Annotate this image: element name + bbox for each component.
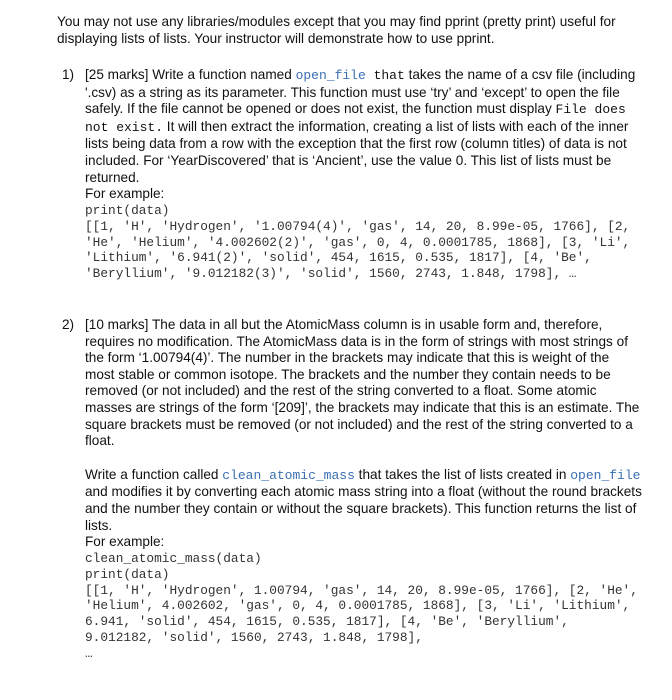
function-reference: open_file bbox=[570, 467, 641, 483]
code-call: clean_atomic_mass(data) bbox=[85, 550, 262, 566]
error-message: File does not exist. bbox=[85, 102, 626, 135]
example-label: For example: bbox=[85, 534, 165, 550]
code-call: print(data) bbox=[85, 202, 170, 218]
function-name: clean_atomic_mass bbox=[222, 467, 355, 483]
example-label: For example: bbox=[85, 186, 165, 202]
marks-label: [10 marks] bbox=[85, 317, 149, 332]
code-call: print(data) bbox=[85, 566, 170, 582]
question-number: 2) bbox=[62, 317, 75, 332]
marks-label: [25 marks] bbox=[85, 67, 149, 82]
code-output: [[1, 'H', 'Hydrogen', '1.00794(4)', 'gas', 14, 20, 8.99e-05, 1766], [2, 'He', 'Helium', '4.002602(2)', 'gas', 0, 4, 0.0001785, 1868], [3, 'Li', 'Lithium', '6.941(2)', 'solid', 454, 1615, 0.535, 1817], [4, 'Be', 'Beryllium', '9.012182(3)', 'solid', 1560, 2743, 1.848, 1798], … bbox=[85, 218, 631, 282]
function-name: open_file bbox=[295, 68, 366, 83]
question-2 bbox=[62, 317, 642, 662]
code-output: [[1, 'H', 'Hydrogen', 1.00794, 'gas', 14, 20, 8.99e-05, 1766], [2, 'He', 'Helium', 4.002602, 'gas', 0, 4, 0.0001785, 1868], [3, 'Li', 'Lithium', 6.941, 'solid', 454, 1615, 0.535, 1817], [4, 'Be', 'Beryllium', 9.012182, 'solid', 1560, 2743, 1.848, 1798], bbox=[85, 582, 638, 646]
question-text: [25 marks] Write a function named open_file that takes the name of a csv file (including '.csv) as a string as its parameter. This function must use ‘try’ and ‘except’ to open the file safely. If the file cannot be opened or does not exist, the function must display File does not exist. It will then extract the information, creating a list of lists with each of the inner lists being data from a row with the exception that the first row (column titles) of data is not included. For ‘YearDiscovered’ that is ‘Ancient’, use the value 0. This list of lists must be returned. bbox=[85, 67, 636, 185]
question-body bbox=[85, 67, 642, 282]
intro-paragraph: You may not use any libraries/modules except that you may find pprint (pretty print) useful for displaying lists of lists. Your instructor will demonstrate how to use pprint. bbox=[57, 14, 616, 46]
question-number: 1) bbox=[62, 67, 75, 82]
function-description: Write a function called clean_atomic_mass that takes the list of lists created in open_file and modifies it by converting each atomic mass string into a float (without the round brackets and the number they contain or without the square brackets). This function returns the list of lists. bbox=[85, 466, 642, 533]
ellipsis: … bbox=[85, 646, 93, 662]
question-body bbox=[85, 317, 642, 662]
question-1 bbox=[62, 67, 642, 282]
question-text: [10 marks] The data in all but the AtomicMass column is in usable form and, therefore, requires no modification. The AtomicMass data is in the form of strings with most strings of the form ‘1.00794(4)’. The number in the brackets may indicate that this is weight of the most stable or common isotope. The brackets and the number they contain needs to be removed (or not included) and the rest of the string converted to a float. Some atomic masses are strings of the form ‘[209]’, the brackets may indicate that this is an estimate. The square brackets must be removed (or not included) and the rest of the string converted to a float. bbox=[85, 317, 640, 449]
